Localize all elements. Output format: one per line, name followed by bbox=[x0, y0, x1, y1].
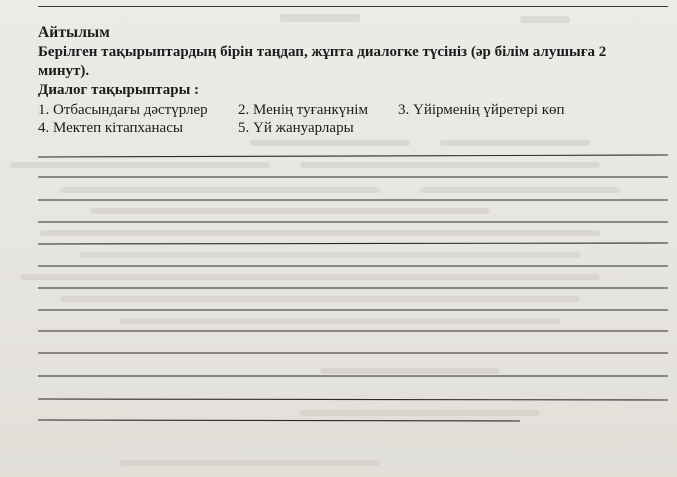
topic-item: 2. Менің туғанкүнім bbox=[238, 102, 368, 118]
topic-item: 1. Отбасындағы дәстүрлер bbox=[38, 102, 208, 118]
task-instruction: Берілген тақырыптардың бірін таңдап, жұпта диалогке түсініз (әр білім алушыға 2 минут). bbox=[38, 44, 607, 79]
topic-item: 4. Мектеп кітапханасы bbox=[38, 120, 183, 136]
section-title: Айтылым bbox=[38, 24, 110, 41]
topics-heading: Диалог тақырыптары : bbox=[38, 82, 200, 98]
topic-item: 5. Үй жануарлары bbox=[238, 120, 354, 136]
topic-item: 3. Үйірменің үйретері көп bbox=[398, 102, 565, 118]
